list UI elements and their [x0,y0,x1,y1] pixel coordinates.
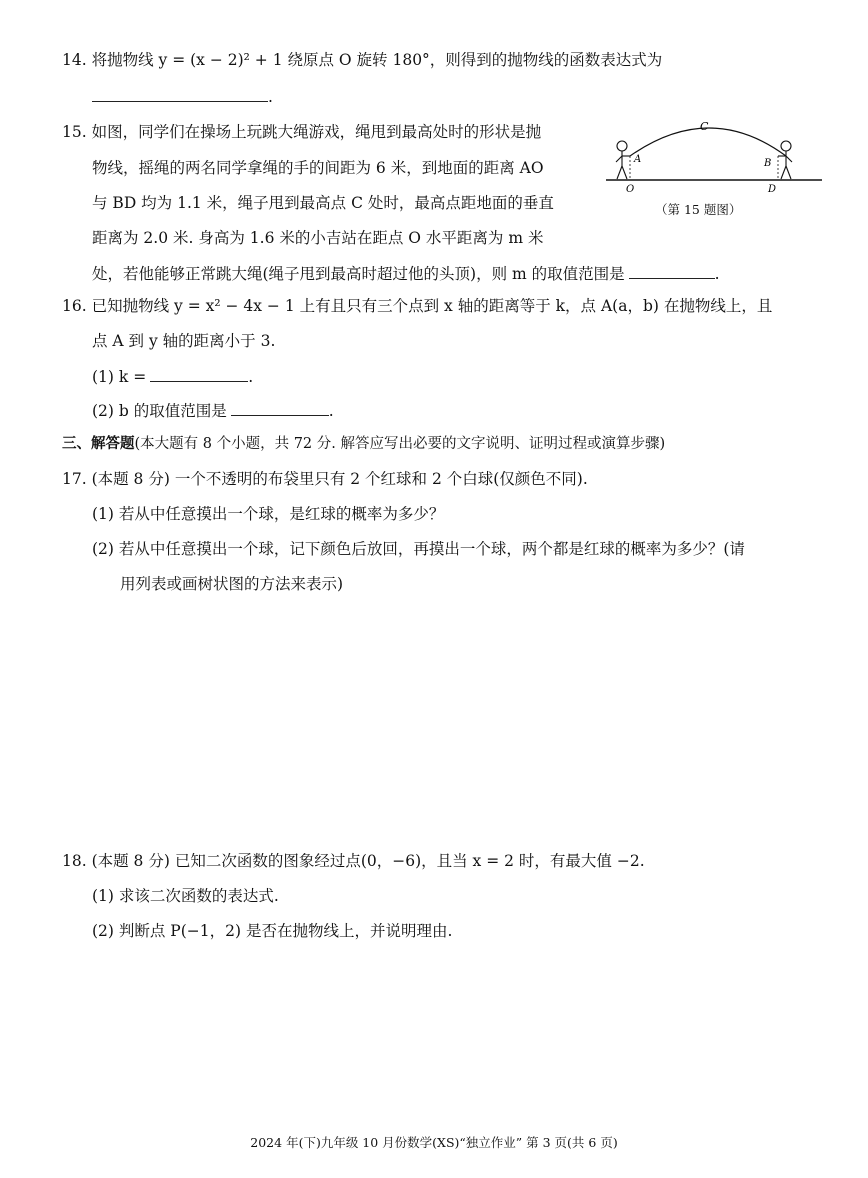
q14-answer-blank[interactable] [92,85,268,102]
section-3-note: (本大题有 8 个小题，共 72 分. 解答应写出必要的文字说明、证明过程或演算步骤) [134,436,666,452]
q15-answer-blank[interactable] [629,262,715,279]
q15-end: . [714,265,720,283]
q17-stem: 17. (本题 8 分) 一个不透明的布袋里只有 2 个红球和 2 个白球(仅颜色不同). [62,470,588,488]
page-footer: 2024 年(下)九年级 10 月份数学(XS)“独立作业” 第 3 页(共 6 页) [250,1135,618,1150]
q15-line-5 [92,262,720,285]
q15-figure-caption: （第 15 题图） [655,202,742,217]
q16-line-2: 点 A 到 y 轴的距离小于 3. [92,332,276,350]
q14-end: . [268,88,273,106]
q17-part-2-line-1: (2) 若从中任意摸出一个球，记下颜色后放回，再摸出一个球，两个都是红球的概率为多少？(请 [92,540,745,558]
q15-line-4: 距离为 2.0 米. 身高为 1.6 米的小吉站在距点 O 水平距离为 m 米 [92,229,544,247]
q16-part-2 [92,399,334,422]
q16-part-2-text: (2) b 的取值范围是 [92,402,227,420]
label-c: C [700,120,709,133]
q15-line-5-text: 处，若他能够正常跳大绳(绳子甩到最高时超过他的头顶)，则 m 的取值范围是 [92,265,625,283]
q14-text: 14. 将抛物线 y = (x − 2)² + 1 绕原点 O 旋转 180°，则得到的抛物线的函数表达式为 [62,51,663,69]
q17-part-1: (1) 若从中任意摸出一个球，是红球的概率为多少？ [92,505,445,523]
q18-stem: 18. (本题 8 分) 已知二次函数的图象经过点(0，−6)，且当 x = 2 时，有最大值 −2. [62,852,645,870]
section-3-header [62,433,665,455]
q18-part-2: (2) 判断点 P(−1，2) 是否在抛物线上，并说明理由. [92,922,453,940]
q16-line-1: 16. 已知抛物线 y = x² − 4x − 1 上有且只有三个点到 x 轴的距离等于 k，点 A(a，b) 在抛物线上，且 [62,297,773,315]
q17-part-2-line-2: 用列表或画树状图的方法来表示) [120,575,344,593]
q16-part-2-blank[interactable] [231,399,329,416]
q14-answer-line [92,85,273,108]
left-person-icon [616,141,630,179]
section-3-title: 三、解答题 [62,436,135,452]
label-b: B [764,158,772,169]
q16-part-1-end: . [248,368,254,386]
label-d: D [768,184,777,195]
q16-part-1 [92,365,253,388]
label-a: A [634,154,642,165]
label-o: O [626,184,635,195]
q15-line-3: 与 BD 均为 1.1 米，绳子甩到最高点 C 处时，最高点距地面的垂直 [92,194,554,212]
q16-part-1-blank[interactable] [150,365,248,382]
q18-part-1: (1) 求该二次函数的表达式. [92,887,279,905]
q16-part-2-end: . [328,402,334,420]
right-person-icon [778,141,792,179]
q16-part-1-text: (1) k = [92,368,147,386]
q15-line-1: 15. 如图，同学们在操场上玩跳大绳游戏，绳甩到最高处时的形状是抛 [62,123,542,141]
q15-line-2: 物线，摇绳的两名同学拿绳的手的间距为 6 米，到地面的距离 AO [92,159,544,177]
